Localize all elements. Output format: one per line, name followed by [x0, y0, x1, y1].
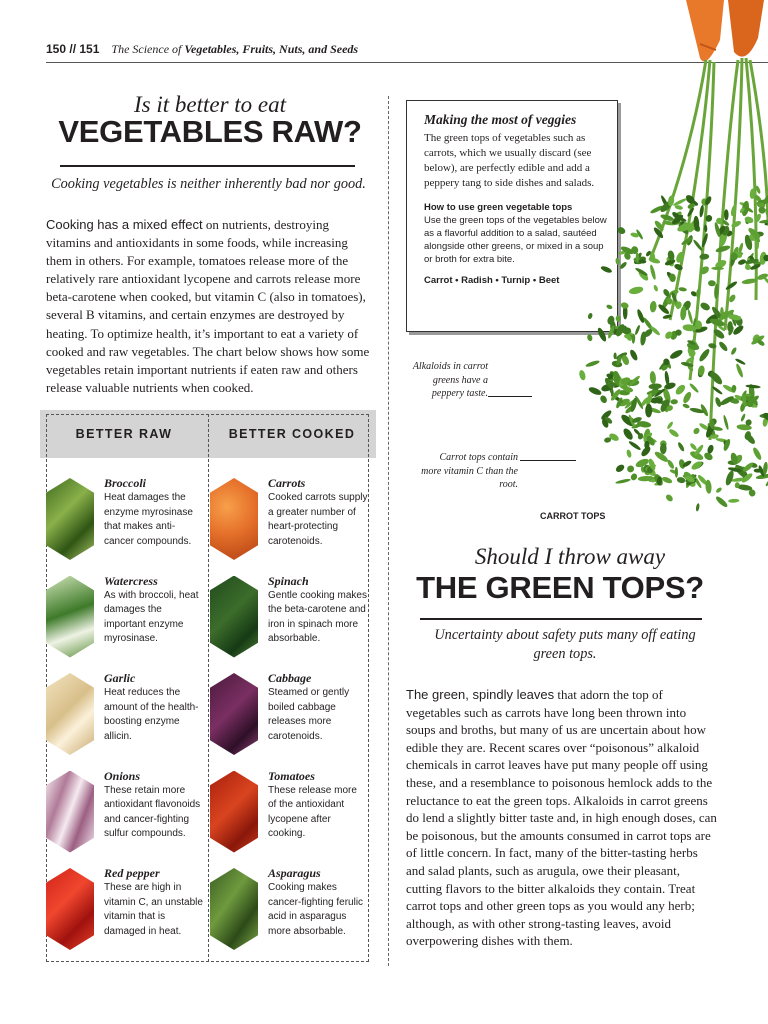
better-cooked-item-asparagus — [210, 866, 370, 958]
spinach-photo — [210, 576, 258, 658]
callout-alkaloids: Alkaloids in carrot greens have a peppery taste. — [412, 361, 488, 399]
vegetable-name: Watercress — [104, 573, 158, 588]
better-raw-item-watercress — [46, 574, 206, 666]
item-text — [268, 769, 368, 842]
left-title: VEGETABLES RAW? — [58, 114, 362, 149]
watercress-photo — [46, 576, 94, 658]
item-text — [268, 476, 368, 549]
sidebar-how-text: Use the green tops of the vegetables below as a flavorful addition to a salad, sautéed alongside other greens, or mixed in a soup or broth for extra bite. — [424, 215, 607, 265]
left-body — [46, 216, 372, 397]
table-middle-divider — [208, 414, 209, 962]
cabbage-photo — [210, 673, 258, 755]
vegetable-description: Cooked carrots supply a greater number of heart-protecting carotenoids. — [268, 492, 368, 547]
item-text — [268, 574, 368, 647]
vegetable-description: Heat damages the enzyme myrosinase that makes anti-cancer compounds. — [104, 492, 193, 547]
right-kicker: Should I throw away — [474, 544, 666, 569]
carrot-leaves — [578, 185, 768, 512]
vegetable-description: These release more of the antioxidant lycopene after cooking. — [268, 784, 357, 839]
better-raw-item-garlic — [46, 671, 206, 763]
sidebar-subhead: How to use green vegetable tops — [424, 202, 573, 213]
carrot-tops-label: CARROT TOPS — [540, 511, 606, 521]
callout-vitamin-c: Carrot tops contain more vitamin C than the root. — [421, 452, 518, 490]
vegetable-name: Cabbage — [268, 671, 312, 685]
red-pepper-photo — [46, 868, 94, 950]
right-body-text: that adorn the top of vegetables such as carrots have long been thrown into soups and broths, but many of us are uncertain about how edible they are. Recent scares over “poisonous” alkaloid chemicals in carrot leaves have put many people off using these, and a resemblance to poisonous hemlock adds to the reluctance to eat the green tops. Alkaloids in carrot greens do lend a slightly bitter taste and, in high enough doses, can be poisonous, but the amounts consumed in carrot tops are of little concern. In fact, many of the bitter-tasting herbs and salad plants, such as arugula, owe their pleasant, cutting flavors to the bitter alkaloids they contain. Treat carrot tops and other green tops as you would any herb; although, as with other strong-tasting leaves, avoid overpowering dishes with them. — [406, 687, 717, 949]
right-title-rule — [420, 618, 702, 620]
book-title — [111, 42, 358, 57]
better-raw-item-broccoli — [46, 476, 206, 568]
item-text — [268, 866, 368, 939]
book-title-main: Vegetables, Fruits, Nuts, and Seeds — [184, 42, 359, 56]
carrots-photo — [210, 478, 258, 560]
item-text — [104, 866, 204, 939]
asparagus-photo — [210, 868, 258, 950]
left-body-lead: Cooking has a mixed effect — [46, 217, 203, 232]
page-numbers: 150 // 151 — [46, 42, 100, 56]
vegetable-name: Tomatoes — [268, 768, 315, 783]
vegetable-description: These retain more antioxidant flavonoids and cancer-fighting sulfur compounds. — [104, 784, 201, 839]
better-cooked-item-carrots — [210, 476, 370, 568]
item-text — [104, 769, 204, 842]
vegetable-description: Gentle cooking makes the beta-carotene and iron in spinach more absorbable. — [268, 589, 367, 644]
tomatoes-photo — [210, 771, 258, 853]
item-text — [268, 671, 368, 744]
vegetable-name: Spinach — [268, 573, 309, 588]
callout-line-vitamin-c — [520, 460, 576, 461]
item-text — [104, 574, 204, 647]
vegetable-name: Red pepper — [104, 866, 160, 880]
header-better-raw: BETTER RAW — [75, 427, 173, 441]
sidebar-title: Making the most of veggies — [424, 112, 577, 127]
sidebar-text: The green tops of vegetables such as carrots, which we usually discard (see below), are perfectly edible and add a peppery tang to side dishes and salads. — [424, 132, 595, 189]
vegetable-description: Cooking makes cancer-fighting ferulic acid in asparagus more absorbable. — [268, 882, 364, 937]
better-cooked-item-spinach — [210, 574, 370, 666]
vegetable-description: Steamed or gently boiled cabbage releases more carotenoids. — [268, 687, 350, 742]
garlic-photo — [46, 673, 94, 755]
left-body-text: on nutrients, destroying vitamins and antioxidants in some foods, while increasing them in others. For example, tomatoes release more of the relatively rare antioxidant lycopene and carrots release more beta-carotene when cooked, but vitamin C (also in tomatoes), several B vitamins, and certain enzymes are destroyed by heating. To optimize health, it’s important to eat a variety of cooked and raw vegetables. The chart below shows how some vegetables retain important nutrients if eaten raw and others release valuable nutrients when cooked. — [46, 217, 370, 395]
vegetable-name: Onions — [104, 768, 141, 783]
sidebar-vegetable-list: Carrot • Radish • Turnip • Beet — [424, 275, 560, 286]
better-cooked-item-cabbage — [210, 671, 370, 763]
running-header — [46, 42, 358, 57]
vegetable-name: Asparagus — [268, 866, 321, 880]
vegetable-description: As with broccoli, heat damages the important enzyme myrosinase. — [104, 589, 199, 644]
right-body-lead: The green, spindly leaves — [406, 687, 555, 702]
item-text — [104, 671, 204, 744]
carrot-tops-photo — [520, 0, 768, 545]
right-deck: Uncertainty about safety puts many off eating green tops. — [434, 627, 696, 662]
vegetable-description: Heat reduces the amount of the health-boosting enzyme allicin. — [104, 687, 199, 742]
onions-photo — [46, 771, 94, 853]
item-text — [104, 476, 204, 549]
vegetable-name: Garlic — [104, 671, 136, 685]
header-better-cooked: BETTER COOKED — [228, 427, 356, 441]
better-cooked-item-tomatoes — [210, 769, 370, 861]
left-deck: Cooking vegetables is neither inherently bad nor good. — [51, 176, 366, 192]
vegetable-name: Carrots — [268, 476, 306, 490]
carrot-roots — [686, 0, 764, 61]
right-body — [406, 686, 718, 950]
column-divider — [388, 96, 389, 966]
vegetable-description: These are high in vitamin C, an unstable vitamin that is damaged in heat. — [104, 882, 203, 937]
left-kicker: Is it better to eat — [133, 92, 287, 117]
better-raw-item-onions — [46, 769, 206, 861]
book-title-prefix: The Science of — [111, 42, 182, 56]
vegetable-name: Broccoli — [104, 476, 146, 490]
better-raw-item-red-pepper — [46, 866, 206, 958]
callout-line-alkaloids — [488, 396, 532, 397]
right-title: THE GREEN TOPS? — [416, 570, 704, 605]
broccoli-photo — [46, 478, 94, 560]
raw-cooked-table — [40, 410, 376, 970]
left-title-rule — [60, 165, 355, 167]
